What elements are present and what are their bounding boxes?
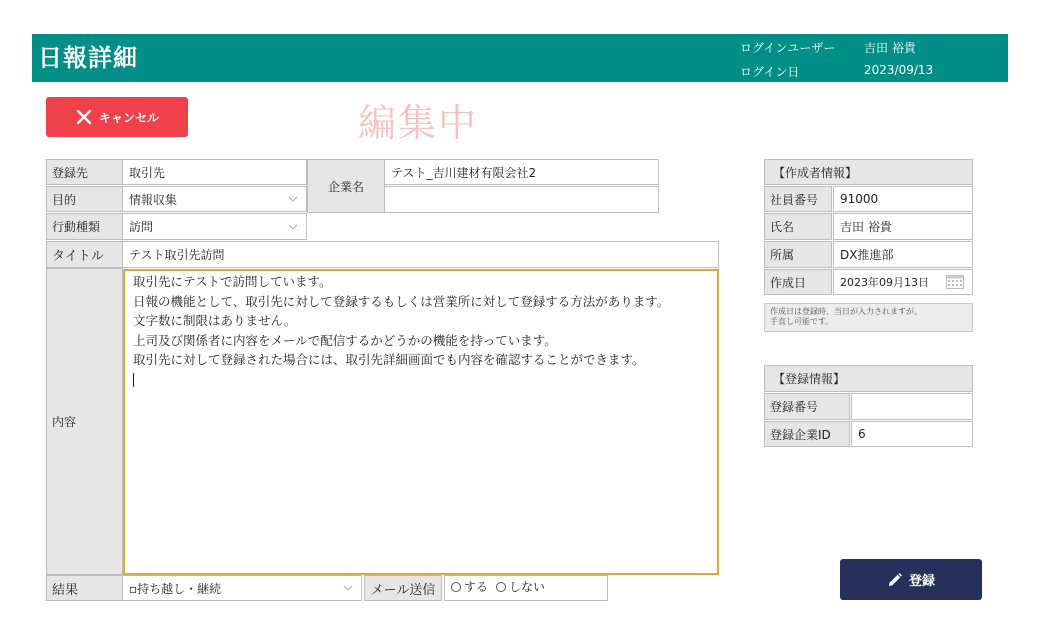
mail-send-no-radio[interactable] <box>496 578 545 595</box>
created-date-label: 作成日 <box>764 269 832 295</box>
note-line: 作成日は登録時、当日が入力されますが、 <box>770 307 922 316</box>
login-date-label: ログイン日 <box>740 65 800 79</box>
pencil-icon <box>887 572 903 588</box>
login-user-value: 吉田 裕貴 <box>864 41 916 55</box>
registration-heading: 【登録情報】 <box>764 365 973 392</box>
registration-target-label: 登録先 <box>46 159 123 185</box>
result-label: 結果 <box>46 575 123 601</box>
text-caret <box>133 373 134 387</box>
mail-send-options <box>444 575 608 601</box>
action-type-select[interactable] <box>122 213 307 240</box>
header-bar <box>32 34 1008 82</box>
purpose-label: 目的 <box>46 186 123 212</box>
chevron-down-icon <box>288 224 298 230</box>
created-date-value: 2023年09月13日 <box>840 276 929 289</box>
editing-status: 編集中 <box>358 101 479 145</box>
calendar-icon[interactable] <box>946 275 964 289</box>
company-name-field-2[interactable] <box>384 186 659 213</box>
creator-heading: 【作成者情報】 <box>764 159 973 185</box>
save-button[interactable] <box>840 559 982 600</box>
login-user-label: ログインユーザー <box>740 41 836 55</box>
purpose-select[interactable] <box>122 186 307 212</box>
chevron-down-icon <box>288 196 298 202</box>
name-label: 氏名 <box>764 213 832 240</box>
content-label: 内容 <box>46 268 123 575</box>
mail-send-yes-label: する <box>464 580 489 594</box>
company-id-field[interactable]: 6 <box>851 421 973 447</box>
registration-target-field[interactable]: 取引先 <box>122 159 307 185</box>
close-icon <box>75 108 93 126</box>
login-date-value: 2023/09/13 <box>864 63 934 77</box>
chevron-down-icon <box>343 585 353 591</box>
company-name-label: 企業名 <box>307 159 385 213</box>
radio-icon <box>451 582 461 592</box>
action-type-label: 行動種類 <box>46 213 123 240</box>
action-type-value: 訪問 <box>129 220 154 234</box>
note-line: 手直し可能です。 <box>770 317 834 326</box>
mail-send-no-label: しない <box>509 580 546 594</box>
cancel-button[interactable] <box>46 97 188 137</box>
content-line: 日報の機能として、取引先に対して登録するもしくは営業所に対して登録する方法があります。 <box>133 293 670 309</box>
name-field[interactable]: 吉田 裕貴 <box>833 213 973 240</box>
radio-icon <box>496 582 506 592</box>
company-id-label: 登録企業ID <box>764 421 850 447</box>
registration-no-field[interactable] <box>851 393 973 420</box>
registration-no-label: 登録番号 <box>764 393 850 420</box>
title-field[interactable]: テスト取引先訪問 <box>122 241 719 268</box>
purpose-value: 情報収集 <box>129 192 178 207</box>
mail-send-label: メール送信 <box>364 575 442 601</box>
content-line: 取引先にテストで訪問しています。 <box>133 274 332 289</box>
created-date-field[interactable] <box>833 269 973 295</box>
department-field[interactable]: DX推進部 <box>833 241 973 268</box>
page-title: 日報詳細 <box>38 44 138 72</box>
company-name-field[interactable]: テスト_吉川建材有限会社2 <box>384 159 659 185</box>
result-value: ▫持ち越し・継続 <box>129 581 222 596</box>
content-textarea[interactable] <box>123 269 719 575</box>
employee-no-field[interactable]: 91000 <box>833 186 973 212</box>
department-label: 所属 <box>764 241 832 268</box>
mail-send-yes-radio[interactable] <box>451 578 488 595</box>
created-date-note <box>764 303 973 332</box>
employee-no-label: 社員番号 <box>764 186 832 212</box>
save-label: 登録 <box>908 574 935 589</box>
result-select[interactable] <box>122 575 362 601</box>
title-label: タイトル <box>46 241 123 268</box>
content-line: 取引先に対して登録された場合には、取引先詳細画面でも内容を確認することができます。 <box>133 352 645 367</box>
content-line: 上司及び関係者に内容をメールで配信するかどうかの機能を持っています。 <box>133 332 557 348</box>
content-line: 文字数に制限はありません。 <box>133 313 297 328</box>
cancel-label: キャンセル <box>98 110 159 125</box>
